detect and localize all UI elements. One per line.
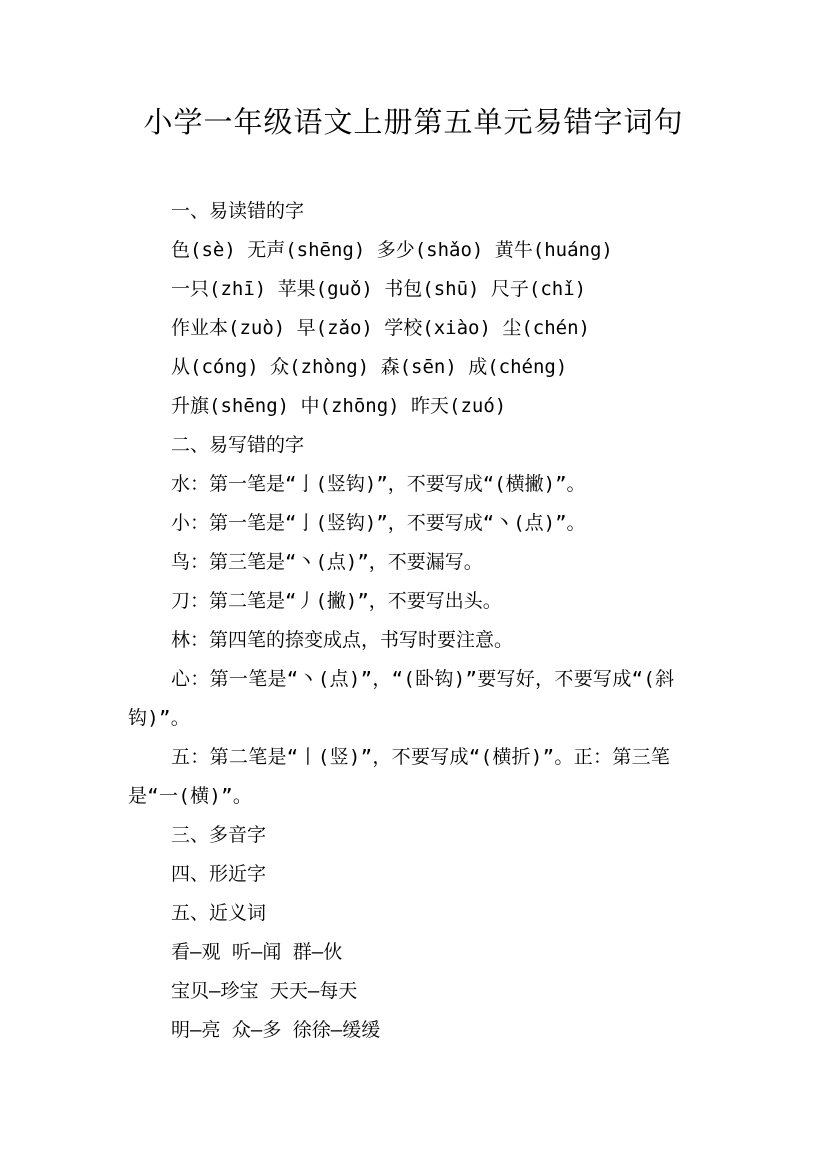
stroke-note-shui: 水：第一笔是“亅(竖钩)”，不要写成“(横撇)”。 [171, 473, 586, 495]
section-heading-easy-write: 二、易写错的字 [171, 434, 305, 456]
pinyin-line-3: 作业本(zuò) 早(zǎo) 学校(xiào) 尘(chén) [171, 317, 590, 339]
document-body [128, 192, 708, 1050]
pinyin-line-4: 从(cóng) 众(zhòng) 森(sēn) 成(chéng) [171, 356, 568, 378]
pinyin-line-5: 升旗(shēng) 中(zhōng) 昨天(zuó) [171, 395, 507, 417]
stroke-note-niao: 鸟：第三笔是“丶(点)”，不要漏写。 [171, 551, 483, 573]
section-heading-similar-shape: 四、形近字 [171, 863, 267, 885]
stroke-note-dao: 刀：第二笔是“丿(撇)”，不要写出头。 [171, 590, 502, 612]
section-heading-synonyms: 五、近义词 [171, 902, 267, 924]
stroke-note-wu: 五：第二笔是“丨(竖)”，不要写成“(横折)”。正：第三笔是“一(横)”。 [128, 746, 671, 807]
section-heading-polyphone: 三、多音字 [171, 824, 267, 846]
synonym-line-3: 明—亮 众—多 徐徐—缓缓 [171, 1019, 381, 1041]
stroke-note-xiao: 小：第一笔是“亅(竖钩)”，不要写成“丶(点)”。 [171, 512, 586, 534]
pinyin-line-2: 一只(zhī) 苹果(guǒ) 书包(shū) 尺子(chǐ) [171, 278, 587, 300]
synonym-line-1: 看—观 听—闻 群—伙 [171, 941, 343, 963]
stroke-note-lin: 林：第四笔的捺变成点，书写时要注意。 [171, 629, 514, 651]
document-title: 小学一年级语文上册第五单元易错字词句 [143, 105, 684, 139]
pinyin-line-1: 色(sè) 无声(shēng) 多少(shǎo) 黄牛(huáng) [171, 239, 613, 261]
synonym-line-2: 宝贝—珍宝 天天—每天 [171, 980, 358, 1002]
section-heading-easy-read: 一、易读错的字 [171, 200, 305, 222]
stroke-note-xin: 心：第一笔是“丶(点)”，“(卧钩)”要写好，不要写成“(斜钩)”。 [128, 668, 675, 729]
